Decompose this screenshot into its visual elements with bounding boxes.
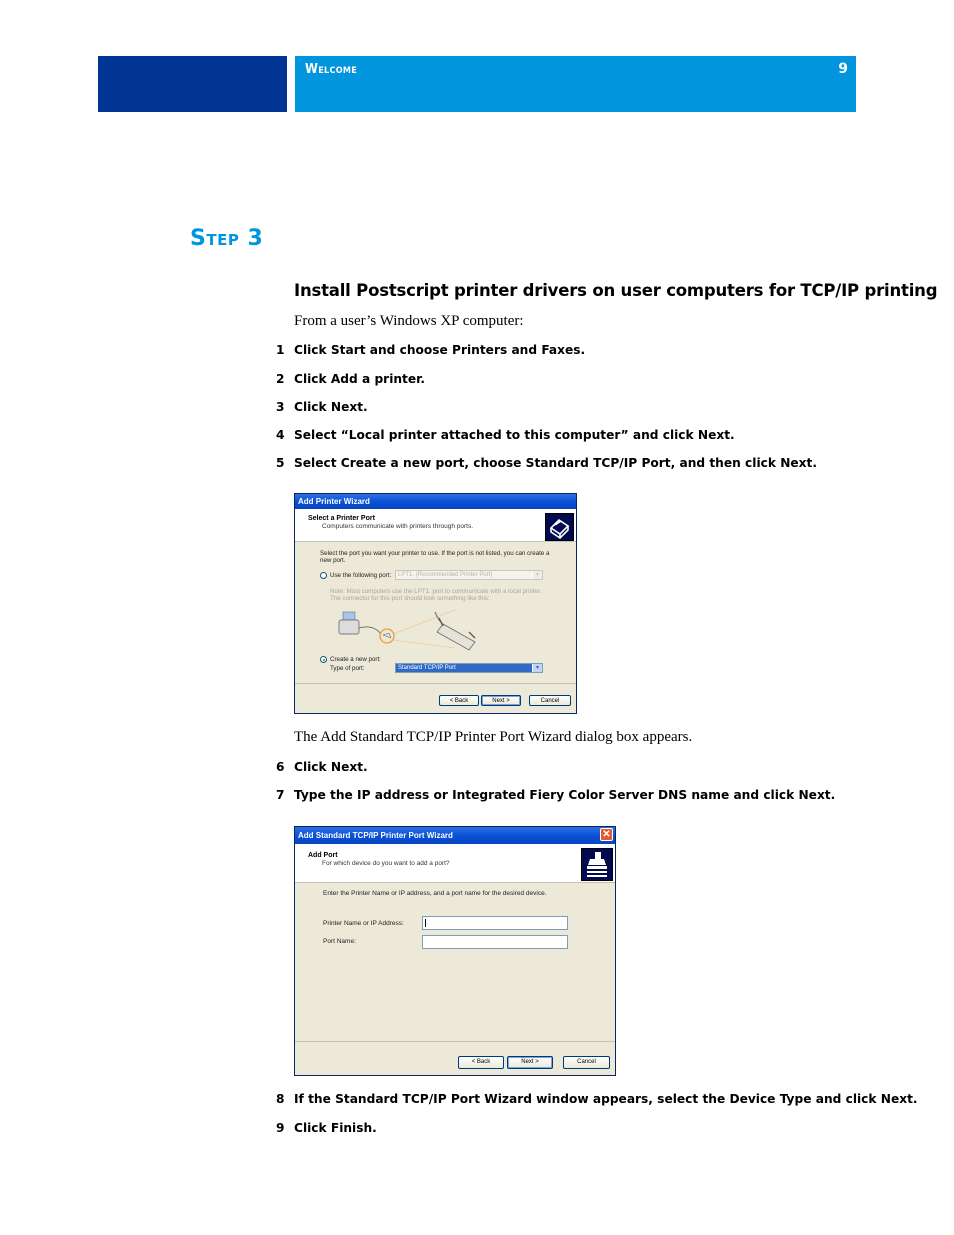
dialog-header-subtitle: Computers communicate with printers through ports. [322, 523, 474, 530]
port-name-input[interactable] [422, 935, 568, 949]
intro-text: From a user’s Windows XP computer: [294, 313, 524, 329]
text-caret [425, 919, 426, 927]
dialog-header-title: Add Port [308, 852, 338, 859]
divider [295, 1041, 615, 1042]
header-section-title: Welcome [305, 62, 358, 77]
divider [295, 683, 576, 684]
step-6: 6 Click Next. [276, 760, 368, 774]
dialog-header-title: Select a Printer Port [308, 515, 375, 522]
note-text: Note: Most computers use the LPT1: port to communicate with a local printer. [330, 588, 542, 595]
port-name-label: Port Name: [323, 938, 356, 945]
printer-port-icon [545, 513, 574, 541]
step-4: 4 Select “Local printer attached to this computer” and click Next. [276, 428, 735, 442]
chevron-down-icon: ▾ [532, 571, 542, 579]
dialog-header [295, 844, 615, 883]
type-of-port-select[interactable]: Standard TCP/IP Port ▾ [395, 663, 543, 673]
add-tcpip-port-wizard-dialog [294, 826, 616, 1076]
back-button[interactable]: < Back [458, 1056, 504, 1069]
dialog-appears-text: The Add Standard TCP/IP Printer Port Wizard dialog box appears. [294, 729, 693, 745]
step-7: 7 Type the IP address or Integrated Fiery Color Server DNS name and click Next. [276, 788, 836, 802]
use-following-port-label: Use the following port: [330, 572, 392, 579]
dialog-header-subtitle: For which device do you want to add a port? [322, 860, 450, 867]
use-following-port-radio[interactable] [320, 572, 327, 579]
step-8: 8 If the Standard TCP/IP Port Wizard window appears, select the Device Type and click Next. [276, 1092, 918, 1106]
note-text-2: The connector for this port should look something like this: [330, 595, 490, 602]
dialog-header [295, 509, 576, 542]
printer-name-label: Printer Name or IP Address: [323, 920, 404, 927]
instruction-text: Select the port you want your printer to use. If the port is not listed, you can create a [320, 550, 550, 557]
step-5: 5 Select Create a new port, choose Standard TCP/IP Port, and then click Next. [276, 456, 817, 470]
instruction-text-2: new port. [320, 557, 346, 564]
page-number: 9 [838, 61, 848, 77]
printer-name-input[interactable] [422, 916, 568, 930]
add-printer-wizard-dialog [294, 493, 577, 714]
cancel-button[interactable]: Cancel [529, 695, 571, 706]
create-new-port-radio[interactable] [320, 656, 327, 663]
step-3: 3 Click Next. [276, 400, 368, 414]
printer-icon [581, 848, 613, 881]
cancel-button[interactable]: Cancel [563, 1056, 610, 1069]
next-button[interactable]: Next > [481, 695, 521, 706]
dialog-titlebar: Add Standard TCP/IP Printer Port Wizard ✕ [295, 827, 615, 844]
header-left-block [98, 56, 287, 112]
step-1: 1 Click Start and choose Printers and Faxes. [276, 343, 586, 357]
create-new-port-label: Create a new port: [330, 656, 381, 663]
step-2: 2 Click Add a printer. [276, 372, 426, 386]
chevron-down-icon: ▾ [532, 664, 542, 672]
instruction-text: Enter the Printer Name or IP address, and a port name for the desired device. [323, 890, 547, 897]
close-icon[interactable]: ✕ [600, 828, 613, 841]
step-title: Step 3 [190, 226, 264, 251]
parallel-connector-illustration [335, 604, 495, 654]
step-9: 9 Click Finish. [276, 1121, 377, 1135]
back-button[interactable]: < Back [439, 695, 479, 706]
type-of-port-label: Type of port: [330, 665, 365, 672]
section-heading: Install Postscript printer drivers on user computers for TCP/IP printing [294, 281, 938, 300]
next-button[interactable]: Next > [507, 1056, 553, 1069]
existing-port-select[interactable]: LPT1: (Recommended Printer Port) ▾ [395, 570, 543, 580]
header-bar [295, 56, 856, 112]
dialog-titlebar: Add Printer Wizard [295, 494, 576, 509]
